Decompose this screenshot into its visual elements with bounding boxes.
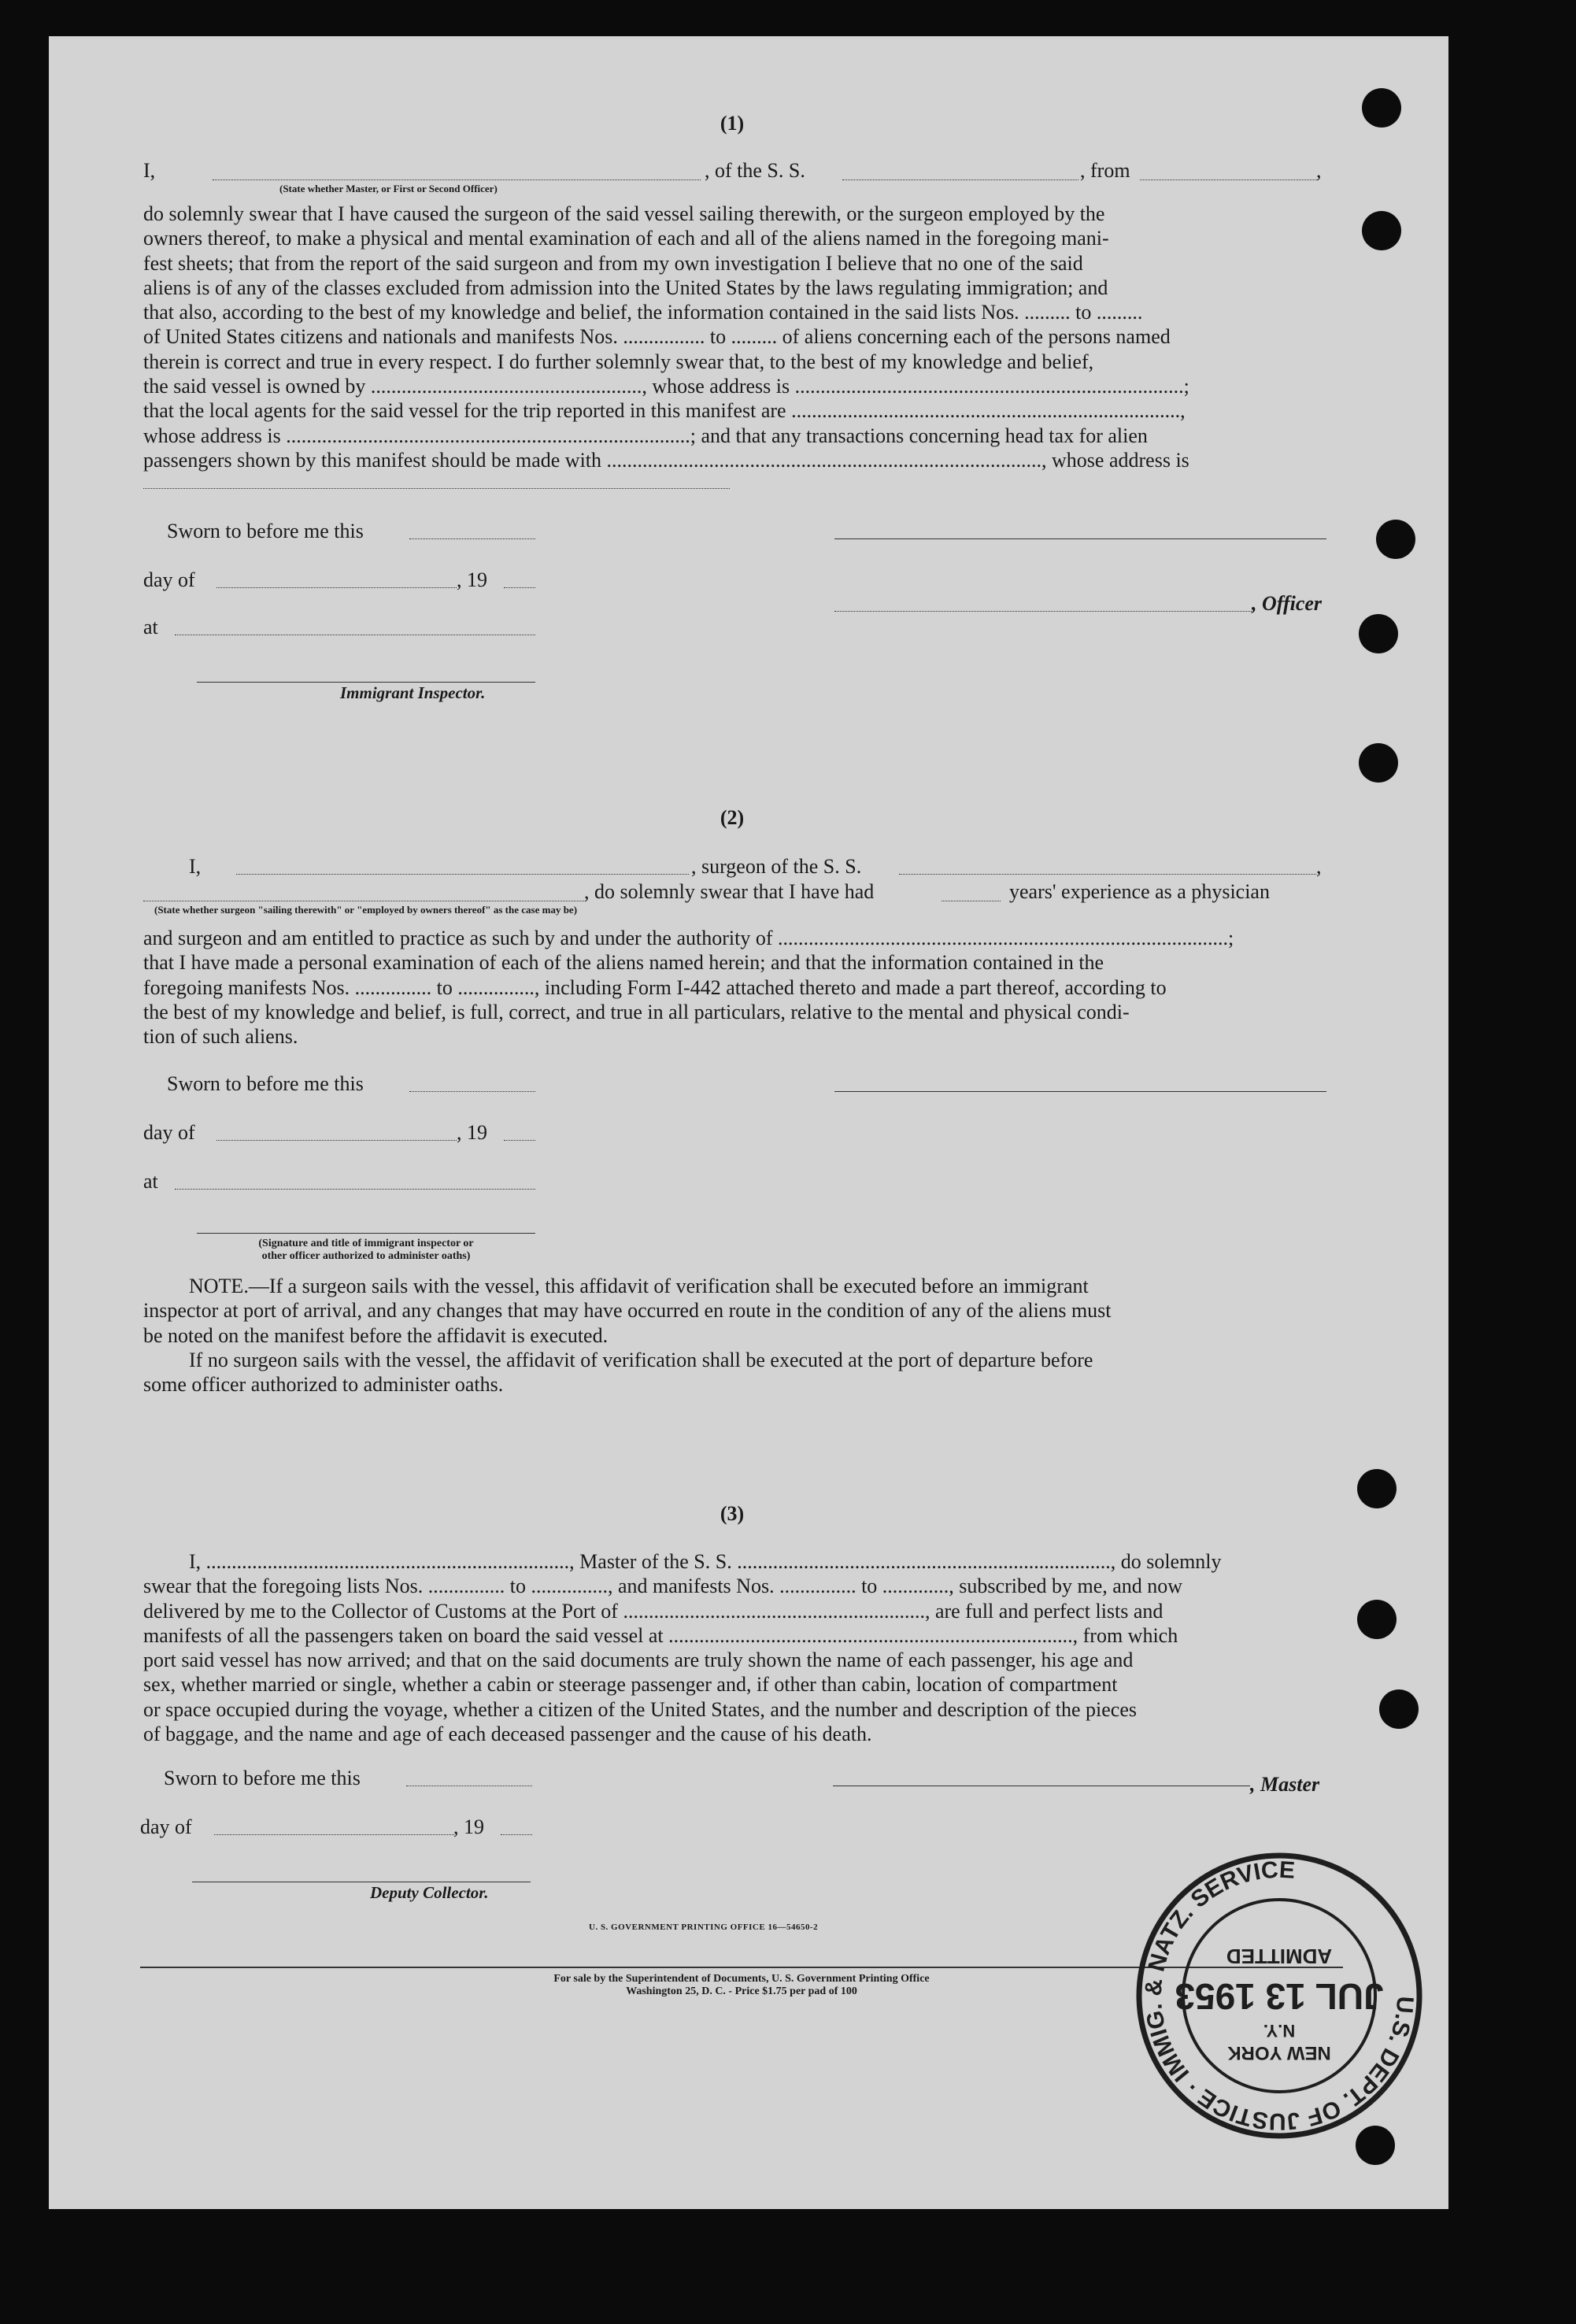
day-of-label: day of bbox=[140, 1815, 192, 1838]
surgeon-name-line bbox=[236, 874, 689, 875]
oath-line: port said vessel has now arrived; and that on the said documents are truly shown the name of each passenger, his age and bbox=[143, 1649, 1134, 1672]
ship-name-line bbox=[899, 874, 1316, 875]
of-ss-label: , of the S. S. bbox=[705, 159, 805, 182]
sworn-label: Sworn to before me this bbox=[167, 1072, 364, 1095]
section-number: (2) bbox=[720, 806, 745, 829]
continuation-line bbox=[143, 488, 730, 489]
day-line bbox=[216, 587, 457, 588]
note-line: be noted on the manifest before the affidavit is executed. bbox=[143, 1323, 609, 1347]
year-label: , 19 bbox=[453, 1815, 484, 1838]
day-line bbox=[214, 1834, 454, 1835]
day-line bbox=[216, 1140, 457, 1141]
comma: , bbox=[1316, 159, 1322, 182]
note-paragraph bbox=[143, 1274, 1324, 1397]
section-number: (3) bbox=[720, 1502, 745, 1525]
oath-line: the best of my knowledge and belief, is full, correct, and true in all particulars, relative to the mental and physical condi- bbox=[143, 1000, 1130, 1023]
stamp-outer-text: U.S. DEPT. OF JUSTICE · IMMIG. & NATZ. SERVICE bbox=[1140, 1856, 1419, 2135]
punch-hole bbox=[1357, 1600, 1397, 1639]
collector-label: Deputy Collector. bbox=[370, 1883, 489, 1902]
signature-note: (Signature and title of immigrant inspector or bbox=[258, 1238, 474, 1249]
oath-line: fest sheets; that from the report of the said surgeon and from my own investigation I believe that no one of the said bbox=[143, 251, 1083, 275]
officer-signature-line bbox=[834, 538, 1326, 539]
year-line bbox=[504, 1140, 535, 1141]
sworn-date-line bbox=[409, 1091, 535, 1092]
year-line bbox=[504, 587, 535, 588]
punch-hole bbox=[1362, 211, 1401, 250]
oath-line: passengers shown by this manifest should be made with ....................................................................................., whose address is bbox=[143, 448, 1189, 472]
comma: , bbox=[1316, 855, 1322, 878]
oath-prefix: I, bbox=[189, 855, 202, 878]
sale-notice: Washington 25, D. C. - Price $1.75 per pad of 100 bbox=[626, 1985, 857, 1997]
oath-body-2 bbox=[143, 926, 1324, 1049]
oath-line: or space occupied during the voyage, whether a citizen of the United States, and the number and description of the pieces bbox=[143, 1697, 1138, 1721]
punch-hole bbox=[1376, 520, 1415, 559]
officer-name-line bbox=[834, 611, 1252, 612]
note-line: inspector at port of arrival, and any changes that may have occurred en route in the condition of any of the aliens must bbox=[143, 1299, 1112, 1323]
oath-line: manifests of all the passengers taken on board the said vessel at ..............................................................................., from which bbox=[143, 1623, 1178, 1647]
sworn-date-line bbox=[409, 538, 535, 539]
day-of-label: day of bbox=[143, 1121, 195, 1144]
note-line: NOTE.—If a surgeon sails with the vessel, this affidavit of verification shall be executed before an immigrant bbox=[189, 1275, 1089, 1297]
punch-hole bbox=[1359, 614, 1398, 653]
oath-line: that the local agents for the said vessel for the trip reported in this manifest are ............................................................................, bbox=[143, 399, 1186, 423]
oath-line: owners thereof, to make a physical and mental examination of each and all of the aliens named in the foregoing mani- bbox=[143, 227, 1109, 250]
swear-label: , do solemnly swear that I have had bbox=[584, 880, 875, 903]
oath-line: tion of such aliens. bbox=[143, 1025, 298, 1049]
admission-stamp bbox=[1134, 1850, 1425, 2141]
surgeon-status-note: (State whether surgeon "sailing therewith" or "employed by owners thereof" as the case may be) bbox=[154, 904, 578, 916]
oath-line: the said vessel is owned by ....................................................., whose address is ............................................................................; bbox=[143, 375, 1189, 398]
officer-label: , Officer bbox=[1252, 592, 1323, 615]
punch-hole bbox=[1359, 743, 1398, 783]
oath-line: sex, whether married or single, whether a cabin or steerage passenger and, if other than cabin, location of compartment bbox=[143, 1673, 1118, 1697]
oath-body-3 bbox=[143, 1549, 1324, 1746]
year-label: , 19 bbox=[457, 568, 487, 591]
stamp-status: ADMITTED bbox=[1226, 1945, 1333, 1968]
inspector-signature-line bbox=[197, 1233, 535, 1234]
punch-hole bbox=[1379, 1689, 1419, 1729]
oath-line: whose address is ...............................................................................; and that any transactions concerning head tax for alien bbox=[143, 424, 1148, 447]
gpo-imprint: U. S. GOVERNMENT PRINTING OFFICE 16—54650-2 bbox=[589, 1922, 819, 1932]
day-of-label: day of bbox=[143, 568, 195, 591]
oath-body-1 bbox=[143, 202, 1324, 472]
sworn-label: Sworn to before me this bbox=[164, 1767, 361, 1789]
oath-line: that also, according to the best of my knowledge and belief, the information contained in the said lists Nos. ......... to ......... bbox=[143, 301, 1143, 324]
note-line: If no surgeon sails with the vessel, the affidavit of verification shall be executed at the port of departure before bbox=[189, 1348, 1093, 1371]
oath-line: and surgeon and am entitled to practice as such by and under the authority of ........................................................................................; bbox=[143, 927, 1234, 949]
at-line bbox=[175, 1189, 535, 1190]
from-port-line bbox=[1140, 179, 1317, 180]
oath-line: swear that the foregoing lists Nos. ............... to ..............., and manifests Nos. ............... to ............., subscribed by me, and now bbox=[143, 1575, 1183, 1598]
note-line: some officer authorized to administer oaths. bbox=[143, 1373, 504, 1397]
inspector-signature-line bbox=[197, 682, 535, 683]
stamp-state: N.Y. bbox=[1263, 2021, 1296, 2041]
year-label: , 19 bbox=[457, 1121, 487, 1144]
stamp-date: JUL 13 1953 bbox=[1175, 1976, 1384, 2017]
oath-line: do solemnly swear that I have caused the surgeon of the said vessel sailing therewith, or the surgeon employed by the bbox=[143, 202, 1105, 225]
inspector-label: Immigrant Inspector. bbox=[340, 683, 486, 702]
surgeon-signature-line bbox=[834, 1091, 1326, 1092]
rank-note: (State whether Master, or First or Second Officer) bbox=[279, 183, 498, 194]
from-label: , from bbox=[1080, 159, 1130, 182]
oath-line: delivered by me to the Collector of Customs at the Port of ..........................................................., are full and perfect lists and bbox=[143, 1599, 1164, 1623]
oath-line: of baggage, and the name and age of each deceased passenger and the cause of his death. bbox=[143, 1723, 872, 1746]
master-label: , Master bbox=[1250, 1773, 1320, 1796]
signature-note: other officer authorized to administer oaths) bbox=[261, 1250, 471, 1262]
at-label: at bbox=[143, 616, 158, 638]
sworn-label: Sworn to before me this bbox=[167, 520, 364, 542]
oath-line: aliens is of any of the classes excluded from admission into the United States by the laws regulating immigration; and bbox=[143, 276, 1108, 299]
oath-line: therein is correct and true in every respect. I do further solemnly swear that, to the best of my knowledge and belief, bbox=[143, 350, 1094, 373]
year-line bbox=[501, 1834, 532, 1835]
surgeon-of-label: , surgeon of the S. S. bbox=[691, 855, 862, 878]
at-label: at bbox=[143, 1170, 158, 1193]
oath-line: foregoing manifests Nos. ............... to ..............., including Form I-442 attached thereto and made a part thereof, according to bbox=[143, 975, 1167, 999]
oath-line: I, ......................................................................., Master of the S. S. ........................................................................., do solemnly bbox=[189, 1550, 1222, 1573]
years-label: years' experience as a physician bbox=[1009, 880, 1270, 903]
master-name-line bbox=[213, 179, 701, 180]
stamp-city: NEW YORK bbox=[1227, 2042, 1331, 2063]
sale-notice: For sale by the Superintendent of Documents, U. S. Government Printing Office bbox=[553, 1973, 930, 1985]
section-number: (1) bbox=[720, 112, 745, 135]
stamp-graphic bbox=[1134, 1850, 1425, 2141]
ship-name-line bbox=[842, 179, 1078, 180]
oath-line: that I have made a personal examination of each of the aliens named herein; and that the information contained in the bbox=[143, 951, 1104, 975]
oath-line: of United States citizens and nationals and manifests Nos. ................ to ......... of aliens concerning each of the persons named bbox=[143, 325, 1171, 349]
oath-prefix: I, bbox=[143, 159, 156, 182]
